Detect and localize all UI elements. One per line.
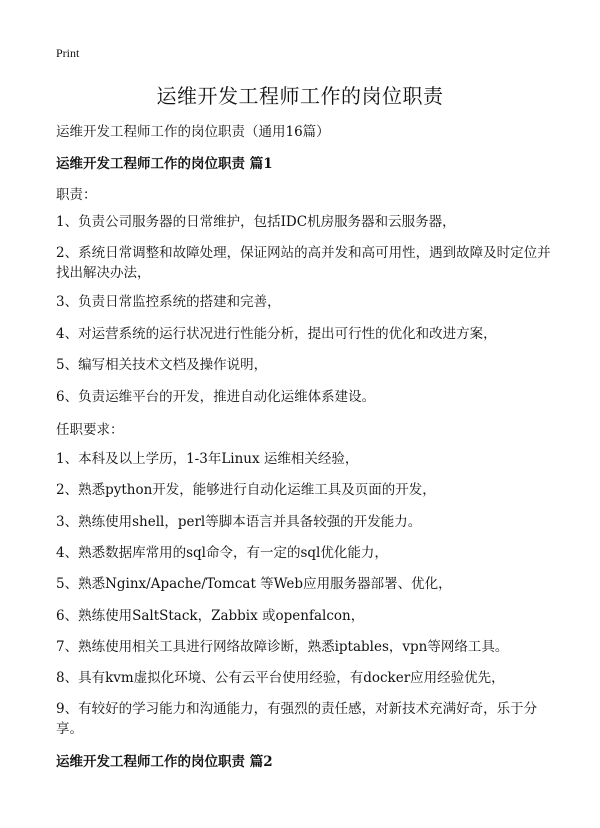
requirement-item: 4、熟悉数据库常用的sql命令，有一定的sql优化能力， — [56, 545, 388, 561]
document-subtitle: 运维开发工程师工作的岗位职责（通用16篇） — [56, 124, 330, 140]
requirement-item: 9、有较好的学习能力和沟通能力，有强烈的责任感，对新技术充满好奇，乐于分享。 — [56, 701, 538, 737]
duty-item: 2、系统日常调整和故障处理，保证网站的高并发和高可用性，遇到故障及时定位并找出解决办法， — [56, 245, 551, 281]
section-heading-2: 运维开发工程师工作的岗位职责 篇2 — [56, 754, 273, 770]
duties-label: 职责： — [56, 187, 97, 203]
section-heading-1: 运维开发工程师工作的岗位职责 篇1 — [56, 156, 273, 172]
requirement-item: 7、熟练使用相关工具进行网络故障诊断，熟悉iptables，vpn等网络工具。 — [56, 639, 509, 655]
requirement-item: 3、熟练使用shell，perl等脚本语言并具备较强的开发能力。 — [56, 514, 422, 530]
requirement-item: 8、具有kvm虚拟化环境、公有云平台使用经验，有docker应用经验优先， — [56, 670, 505, 686]
requirement-item: 2、熟悉python开发，能够进行自动化运维工具及页面的开发， — [56, 482, 436, 498]
print-label: Print — [56, 46, 80, 60]
requirement-item: 5、熟悉Nginx/Apache/Tomcat 等Web应用服务器部署、优化， — [56, 576, 452, 592]
page-title: 运维开发工程师工作的岗位职责 — [156, 84, 444, 108]
duty-item: 4、对运营系统的运行状况进行性能分析，提出可行性的优化和改进方案， — [56, 326, 497, 342]
duty-item: 1、负责公司服务器的日常维护，包括IDC机房服务器和云服务器， — [56, 214, 456, 230]
duty-item: 3、负责日常监控系统的搭建和完善， — [56, 294, 281, 310]
duty-item: 6、负责运维平台的开发，推进自动化运维体系建设。 — [56, 389, 376, 405]
requirement-item: 6、熟练使用SaltStack，Zabbix 或openfalcon， — [56, 608, 365, 624]
duty-item: 5、编写相关技术文档及操作说明， — [56, 357, 268, 373]
requirements-label: 任职要求： — [56, 422, 124, 438]
requirement-item: 1、本科及以上学历，1-3年Linux 运维相关经验， — [56, 451, 359, 467]
